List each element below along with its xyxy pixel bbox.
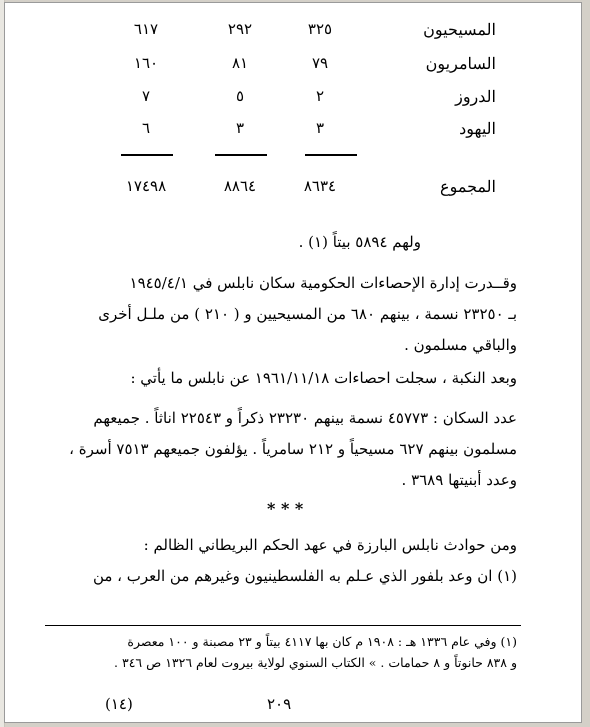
sum-rule-total xyxy=(121,154,173,156)
cell-christians-a: ٣٢٥ xyxy=(307,20,333,38)
houses-line: ولهم ٥٨٩٤ بيتاً (١) . xyxy=(298,233,421,251)
paragraph-census-1961 xyxy=(47,403,517,496)
document-page xyxy=(4,2,582,723)
row-label-druze: الدروز xyxy=(455,87,496,106)
para3-line-1: عدد السكان : ٤٥٧٧٣ نسمة بينهم ٢٣٢٣٠ ذكراً و ٢٢٥٤٣ اناثاً . جميعهم xyxy=(93,409,517,427)
cell-druze-b: ٥ xyxy=(235,87,245,105)
row-label-christians: المسيحيون xyxy=(423,20,496,39)
cell-druze-total: ٧ xyxy=(141,87,151,105)
cell-jews-a: ٣ xyxy=(315,119,325,137)
row-label-total: المجموع xyxy=(440,177,496,196)
page-number: ٢٠٩ xyxy=(267,695,292,713)
cell-total-a: ٨٦٣٤ xyxy=(303,177,337,195)
para4-line-1: ومن حوادث نابلس البارزة في عهد الحكم البريطاني الظالم : xyxy=(143,536,517,554)
cell-jews-total: ٦ xyxy=(141,119,151,137)
volume-number: (١٤) xyxy=(105,695,133,713)
sum-rule-a xyxy=(305,154,357,156)
para1-line-3: والباقي مسلمون . xyxy=(404,336,517,354)
sum-rule-b xyxy=(215,154,267,156)
cell-christians-total: ٦١٧ xyxy=(133,20,159,38)
cell-christians-b: ٢٩٢ xyxy=(227,20,253,38)
row-label-jews: اليهود xyxy=(459,119,496,138)
para1-line-2: بـ ٢٣٢٥٠ نسمة ، بينهم ٦٨٠ من المسيحيين و ( ٢١٠ ) من ملـل أخرى xyxy=(98,305,517,323)
footnote-line-2: و ٨٣٨ حانوتاً و ٨ حمامات . » الكتاب السنوي لولاية بيروت لعام ١٣٢٦ ص ٣٤٦ . xyxy=(114,655,517,670)
para3-line-3: وعدد أبنيتها ٣٦٨٩ . xyxy=(401,471,517,489)
para1-line-1: وقــدرت إدارة الإحصاءات الحكومية سكان نابلس في ١٩٤٥/٤/١ xyxy=(129,274,517,292)
row-label-samaritans: السامريون xyxy=(425,54,496,73)
section-separator: * * * xyxy=(267,499,304,518)
paragraph-events xyxy=(47,530,517,592)
cell-samaritans-total: ١٦٠ xyxy=(133,54,159,72)
para4-line-2: (١) ان وعد بلفور الذي عـلم به الفلسطينيون وغيرهم من العرب ، من xyxy=(92,567,517,585)
footnote xyxy=(47,631,517,673)
cell-samaritans-a: ٧٩ xyxy=(311,54,329,72)
cell-samaritans-b: ٨١ xyxy=(231,54,249,72)
cell-total-b: ٨٨٦٤ xyxy=(223,177,257,195)
paragraph-after-nakba: وبعد النكبة ، سجلت احصاءات ١٩٦١/١١/١٨ عن نابلس ما يأتي : xyxy=(130,369,517,387)
cell-jews-b: ٣ xyxy=(235,119,245,137)
footnote-rule xyxy=(45,625,521,626)
cell-druze-a: ٢ xyxy=(315,87,325,105)
para3-line-2: مسلمون بينهم ٦٢٧ مسيحياً و ٢١٢ سامرياً . يؤلفون جميعهم ٧٥١٣ أسرة ، xyxy=(69,440,517,458)
footnote-line-1: (١) وفي عام ١٣٣٦ هـ : ١٩٠٨ م كان بها ٤١١٧ بيتاً و ٢٣ مصبنة و ١٠٠ معصرة xyxy=(127,634,517,649)
cell-grand-total: ١٧٤٩٨ xyxy=(125,177,167,195)
paragraph-census-1945 xyxy=(47,268,517,361)
